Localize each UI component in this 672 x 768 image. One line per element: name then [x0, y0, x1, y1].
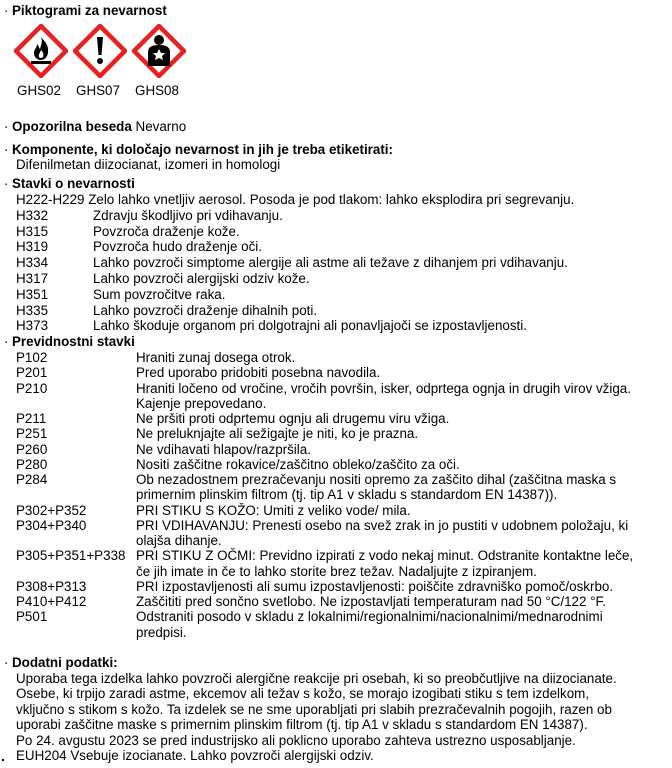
bullet: ·: [4, 334, 9, 349]
hazard-statement: H317 Lahko povzroči alergijski odziv kože.: [16, 270, 310, 286]
precautionary-statement: [0, 365, 672, 380]
hazard-statement: H335 Lahko povzroči draženje dihalnih poti.: [16, 302, 318, 318]
statement-text: [136, 457, 662, 472]
statement-line: Pred uporabo pridobiti posebna navodila.: [136, 365, 381, 381]
precautionary-heading: [4, 334, 135, 349]
bullet: ·: [4, 176, 9, 191]
statement-line: PRI STIKU S KOŽO: Umiti z veliko vode/ mila.: [136, 502, 411, 518]
statement-code: P284: [16, 472, 48, 487]
statement-code: P501: [16, 609, 48, 625]
signal-word-label: Opozorilna beseda: [12, 119, 132, 134]
statement-code: P280: [16, 456, 48, 472]
section-title: Stavki o nevarnosti: [12, 176, 135, 191]
precautionary-statement: [0, 426, 672, 441]
statement-line: Nositi zaščitne rokavice/zaščitno obleko/zaščito za oči.: [136, 456, 460, 472]
pictograms-heading: [4, 3, 167, 18]
pictogram-code: GHS08: [135, 83, 179, 98]
components-heading: [4, 142, 393, 157]
statement-text: [136, 426, 662, 441]
pictogram-code: GHS07: [76, 83, 120, 98]
statement-text: [136, 365, 662, 380]
statement-line: Hraniti zunaj dosega otrok.: [136, 350, 296, 365]
precautionary-statement: [0, 381, 672, 412]
statement-text: [136, 594, 662, 609]
statement-text: [136, 518, 662, 549]
statement-line: predpisi.: [136, 624, 187, 640]
statement-text: [136, 548, 662, 579]
statement-code: P308+P313: [16, 578, 87, 594]
components-text: Difenilmetan diizocianat, izomeri in homologi: [16, 157, 281, 172]
statement-code: P302+P352: [16, 502, 87, 518]
additional-line: Uporaba tega izdelka lahko povzroči alergične reakcije pri osebah, ki so preobčutljive na diizocianate.: [16, 671, 617, 686]
hazard-statement: H319 Povzroča hudo draženje oči.: [16, 239, 262, 255]
hazard-statement: H222-H229 Zelo lahko vnetljiv aerosol. Posoda je pod tlakom: lahko eksplodira pri segrevanju.: [16, 192, 575, 207]
hazard-statement: H332 Zdravju škodljivo pri vdihavanju.: [16, 207, 283, 223]
bullet: ·: [4, 655, 9, 670]
hazard-statement: H351 Sum povzročitve raka.: [16, 286, 226, 302]
section-title: Dodatni podatki:: [12, 655, 118, 670]
additional-text: [16, 671, 666, 763]
statement-line: Ne vdihavati hlapov/razpršila.: [136, 441, 311, 457]
precautionary-statement: [0, 518, 672, 549]
statement-code: P251: [16, 426, 48, 442]
statement-line: Zaščititi pred sončno svetlobo. Ne izpostavljati temperaturam nad 50 °C/122 °F.: [136, 594, 606, 609]
pictogram-ghs08: [132, 24, 186, 98]
statement-text: [136, 350, 662, 365]
bullet: ·: [4, 119, 9, 134]
statement-text: [136, 381, 662, 412]
bullet: ·: [4, 142, 9, 157]
statement-line: primernim plinskim filtrom (tj. tip A1 v skladu s standardom EN 14387)).: [136, 487, 558, 503]
statement-line: Ne pršiti proti odprtemu ognju ali drugemu viru vžiga.: [136, 411, 450, 426]
signal-word-value: Nevarno: [135, 119, 187, 134]
flame-icon: [14, 24, 68, 78]
statement-code: P211: [16, 411, 47, 426]
statement-line: Ob nezadostnem prezračevanju nositi opremo za zaščito dihal (zaščitna maska s: [136, 472, 617, 487]
hazard-statement: H315 Povzroča draženje kože.: [16, 223, 240, 239]
section-title: Komponente, ki določajo nevarnost in jih je treba etiketirati:: [12, 142, 393, 157]
precautionary-statement: [0, 350, 672, 365]
bullet: ·: [4, 3, 9, 18]
additional-line: vključno s stikom s kožo. Ta izdelek se ne sme uporabljati pri slabih prezračevalnih pogojih, razen ob: [16, 701, 612, 717]
statement-code: P305+P351+P338: [16, 548, 126, 564]
additional-line: uporabi zaščitne maske s primernim plinskim filtrom (tj. tip A1 v skladu s standardom EN 14387).: [16, 717, 588, 733]
statement-line: Odstraniti posodo v skladu z lokalnimi/regionalnimi/nacionalnimi/mednarodnimi: [136, 609, 603, 625]
page-mark: [2, 759, 4, 761]
precautionary-statement: [0, 411, 672, 426]
statement-line: Kajenje prepovedano.: [136, 395, 267, 411]
pictogram-ghs07: [73, 24, 127, 98]
statement-code: P102: [16, 350, 48, 365]
statement-text: [136, 442, 662, 457]
hazard-heading: [4, 176, 135, 191]
statement-code: P210: [16, 380, 48, 396]
additional-line: Po 24. avgustu 2023 se pred industrijsko ali poklicno uporabo zahteva ustrezno usposabljanje.: [16, 732, 576, 748]
statement-line: če jih imate in če to lahko storite brez težav. Nadaljujte z izpiranjem.: [136, 563, 537, 579]
additional-line: Osebe, ki trpijo zaradi astme, ekcemov ali težav s kožo, se morajo izogibati stiku s tem izdelkom,: [16, 686, 590, 702]
additional-line: EUH204 Vsebuje izocianate. Lahko povzroči alergijski odziv.: [16, 748, 374, 764]
statement-text: [136, 503, 662, 518]
statement-line: PRI izpostavljenosti ali sumu izpostavljenosti: poiščite zdravniško pomoč/oskrbo.: [136, 578, 614, 594]
hazard-statement: H373 Lahko škoduje organom pri dolgotrajni ali ponavljajoči se izpostavljenosti.: [16, 318, 527, 334]
pictogram-ghs02: [14, 24, 68, 98]
precautionary-statement: [0, 548, 672, 579]
statement-text: [136, 609, 662, 640]
statement-code: P201: [16, 365, 48, 381]
precautionary-statement: [0, 609, 672, 640]
statement-code: P260: [16, 441, 48, 457]
signal-word-row: [4, 119, 186, 134]
statement-code: P304+P340: [16, 517, 87, 533]
hazard-statement: H334 Lahko povzroči simptome alergije ali astme ali težave z dihanjem pri vdihavanju.: [16, 255, 568, 271]
additional-heading: [4, 655, 118, 670]
precautionary-statement: [0, 442, 672, 457]
precautionary-statement: [0, 503, 672, 518]
pictogram-row: [14, 24, 186, 98]
statement-line: PRI STIKU Z OČMI: Previdno izpirati z vodo nekaj minut. Odstranite kontaktne leče,: [136, 548, 634, 564]
section-title: Piktogrami za nevarnost: [12, 3, 167, 18]
statement-line: Ne preluknjajte ali sežigajte je niti, ko je prazna.: [136, 426, 419, 442]
hazard-list: [0, 192, 672, 334]
precautionary-statement: [0, 457, 672, 472]
statement-line: Hraniti ločeno od vročine, vročih površin, isker, odprtega ognja in drugih virov vžiga.: [136, 380, 631, 396]
precautionary-statement: [0, 579, 672, 594]
exclamation-icon: [73, 24, 127, 78]
statement-line: olajša dihanje.: [136, 533, 222, 548]
statement-text: [136, 411, 662, 426]
precautionary-statement: [0, 594, 672, 609]
statement-code: P410+P412: [16, 594, 87, 609]
statement-line: PRI VDIHAVANJU: Prenesti osebo na svež zrak in jo pustiti v udobnem položaju, ki: [136, 517, 629, 533]
section-title: Previdnostni stavki: [12, 334, 135, 349]
statement-text: [136, 579, 662, 594]
pictogram-code: GHS02: [17, 83, 61, 98]
precautionary-list: [0, 350, 672, 640]
statement-text: [136, 472, 662, 503]
health-hazard-icon: [132, 24, 186, 78]
precautionary-statement: [0, 472, 672, 503]
